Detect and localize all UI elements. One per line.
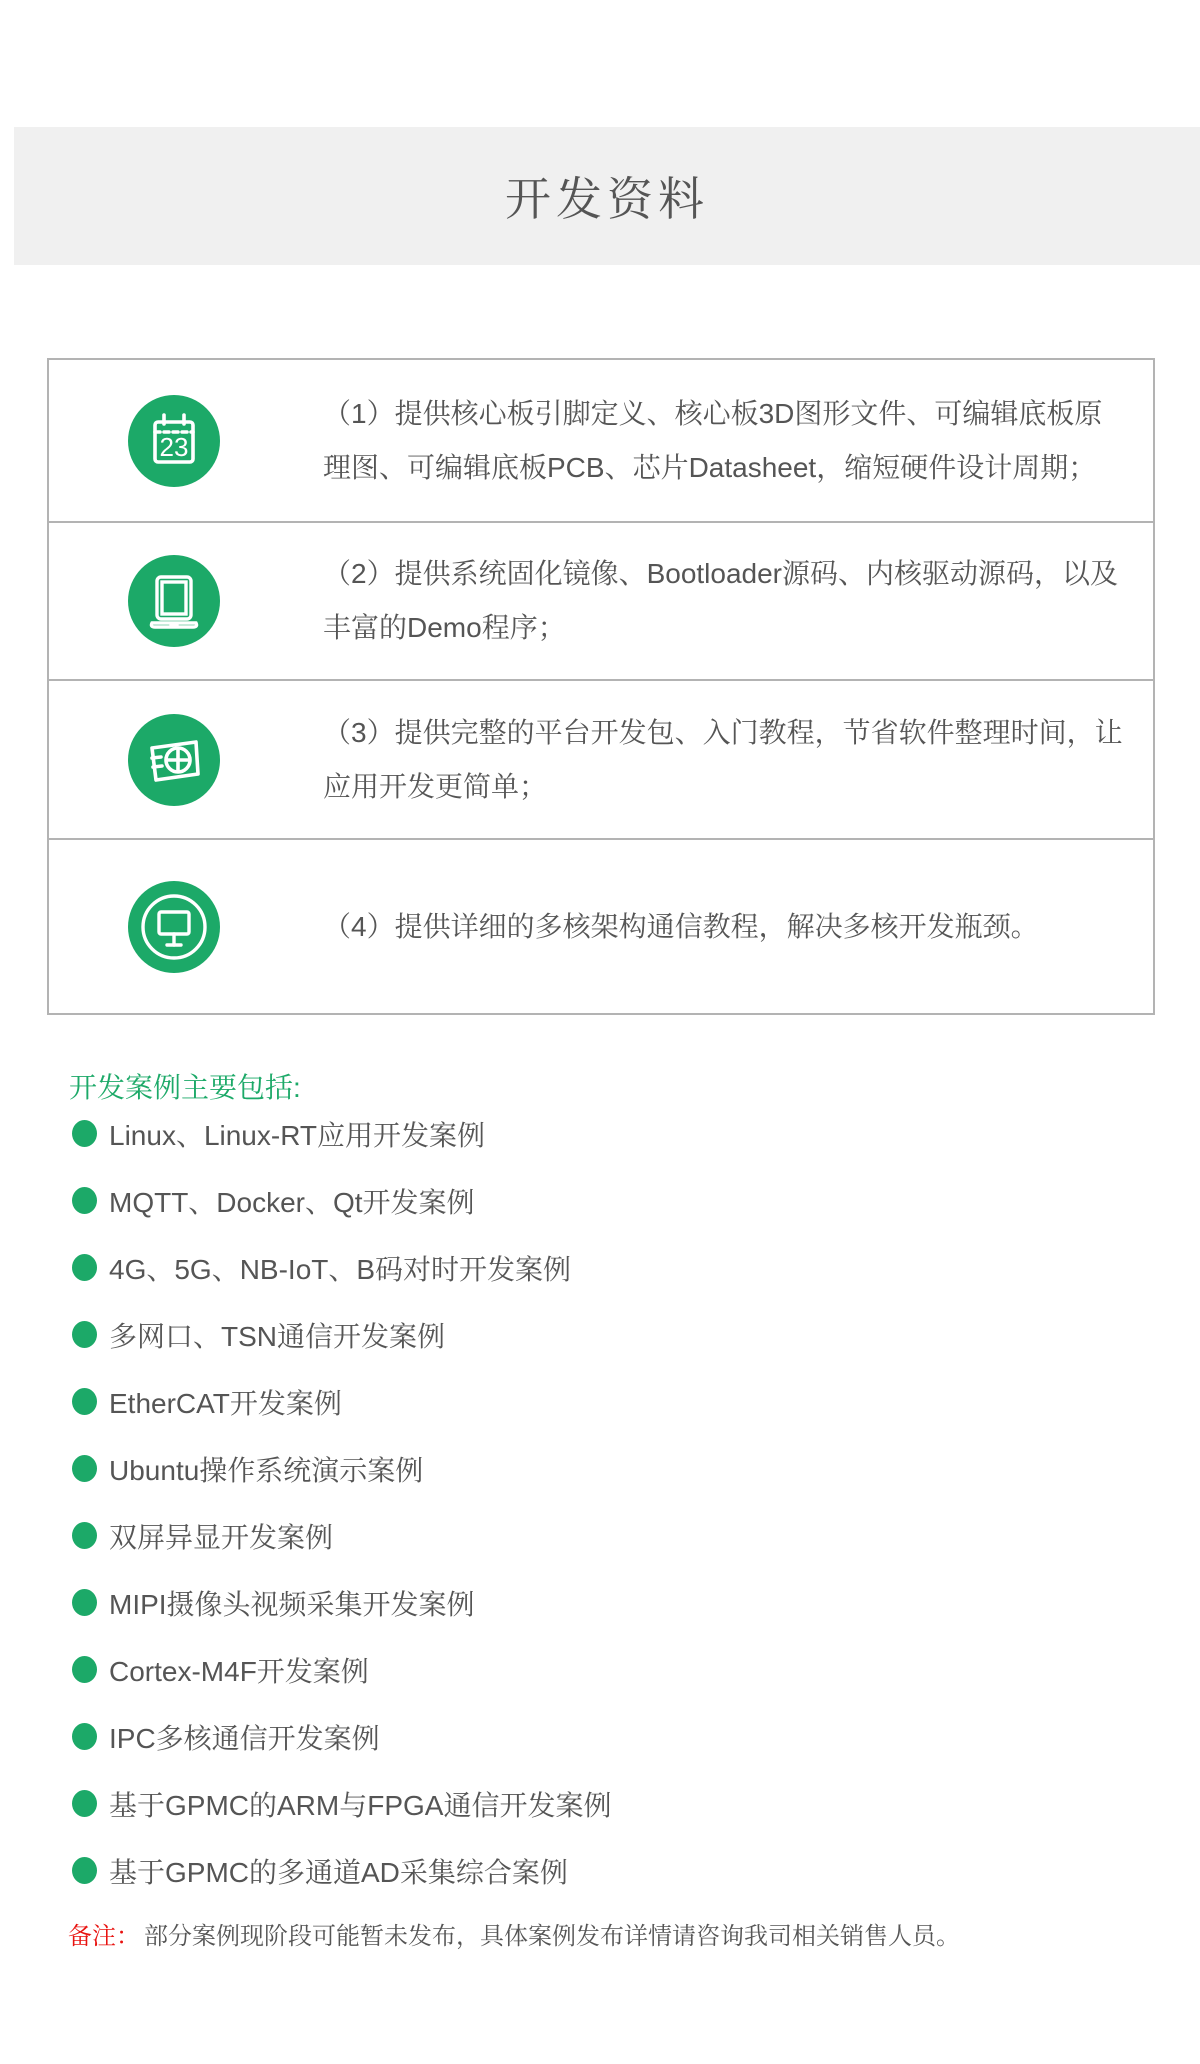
monitor-icon (128, 881, 220, 973)
svg-text:23: 23 (159, 431, 189, 462)
list-item: IPC多核通信开发案例 (72, 1703, 611, 1770)
laptop-icon (128, 555, 220, 647)
list-item: Ubuntu操作系统演示案例 (72, 1435, 611, 1502)
page-title: 开发资料 (505, 173, 709, 225)
list-item: 基于GPMC的多通道AD采集综合案例 (72, 1837, 611, 1904)
table-row (49, 838, 1153, 1013)
feature-text: （2）提供系统固化镜像、Bootloader源码、内核驱动源码，以及丰富的Demo程序； (323, 558, 1119, 643)
bullet-icon (72, 1857, 97, 1884)
list-item: MIPI摄像头视频采集开发案例 (72, 1569, 611, 1636)
devkit-toolbox-icon (128, 714, 220, 806)
list-item: Linux、Linux-RT应用开发案例 (72, 1100, 611, 1167)
table-row (49, 679, 1153, 838)
list-item: 双屏异显开发案例 (72, 1502, 611, 1569)
cases-heading: 开发案例主要包括: (69, 1072, 301, 1103)
bullet-icon (72, 1254, 97, 1281)
list-item: 基于GPMC的ARM与FPGA通信开发案例 (72, 1770, 611, 1837)
feature-text: （1）提供核心板引脚定义、核心板3D图形文件、可编辑底板原理图、可编辑底板PCB、芯片Datasheet，缩短硬件设计周期； (323, 397, 1103, 483)
bullet-icon (72, 1187, 97, 1214)
bullet-icon (72, 1522, 97, 1549)
icon-cell (49, 555, 299, 647)
list-item: 多网口、TSN通信开发案例 (72, 1301, 611, 1368)
note-text: 部分案例现阶段可能暂未发布，具体案例发布详情请咨询我司相关销售人员。 (144, 1923, 960, 1950)
footer-note (68, 1922, 960, 1952)
calendar-23-icon (128, 395, 220, 487)
bullet-icon (72, 1589, 97, 1616)
list-item: EtherCAT开发案例 (72, 1368, 611, 1435)
feature-text: （4）提供详细的多核架构通信教程，解决多核开发瓶颈。 (323, 910, 1039, 942)
list-item: 4G、5G、NB-IoT、B码对时开发案例 (72, 1234, 611, 1301)
bullet-icon (72, 1723, 97, 1750)
icon-cell (49, 714, 299, 806)
feature-table (47, 358, 1155, 1015)
bullet-icon (72, 1120, 97, 1147)
bullet-icon (72, 1790, 97, 1817)
list-item: MQTT、Docker、Qt开发案例 (72, 1167, 611, 1234)
feature-text: （3）提供完整的平台开发包、入门教程，节省软件整理时间，让应用开发更简单； (323, 716, 1123, 802)
cases-list (72, 1100, 611, 1904)
icon-cell (49, 395, 299, 487)
bullet-icon (72, 1321, 97, 1348)
icon-cell (49, 881, 299, 973)
bullet-icon (72, 1656, 97, 1683)
note-label: 备注： (68, 1923, 140, 1950)
header-band (14, 127, 1200, 265)
list-item: Cortex-M4F开发案例 (72, 1636, 611, 1703)
table-row (49, 360, 1153, 521)
bullet-icon (72, 1455, 97, 1482)
bullet-icon (72, 1388, 97, 1415)
table-row (49, 521, 1153, 679)
